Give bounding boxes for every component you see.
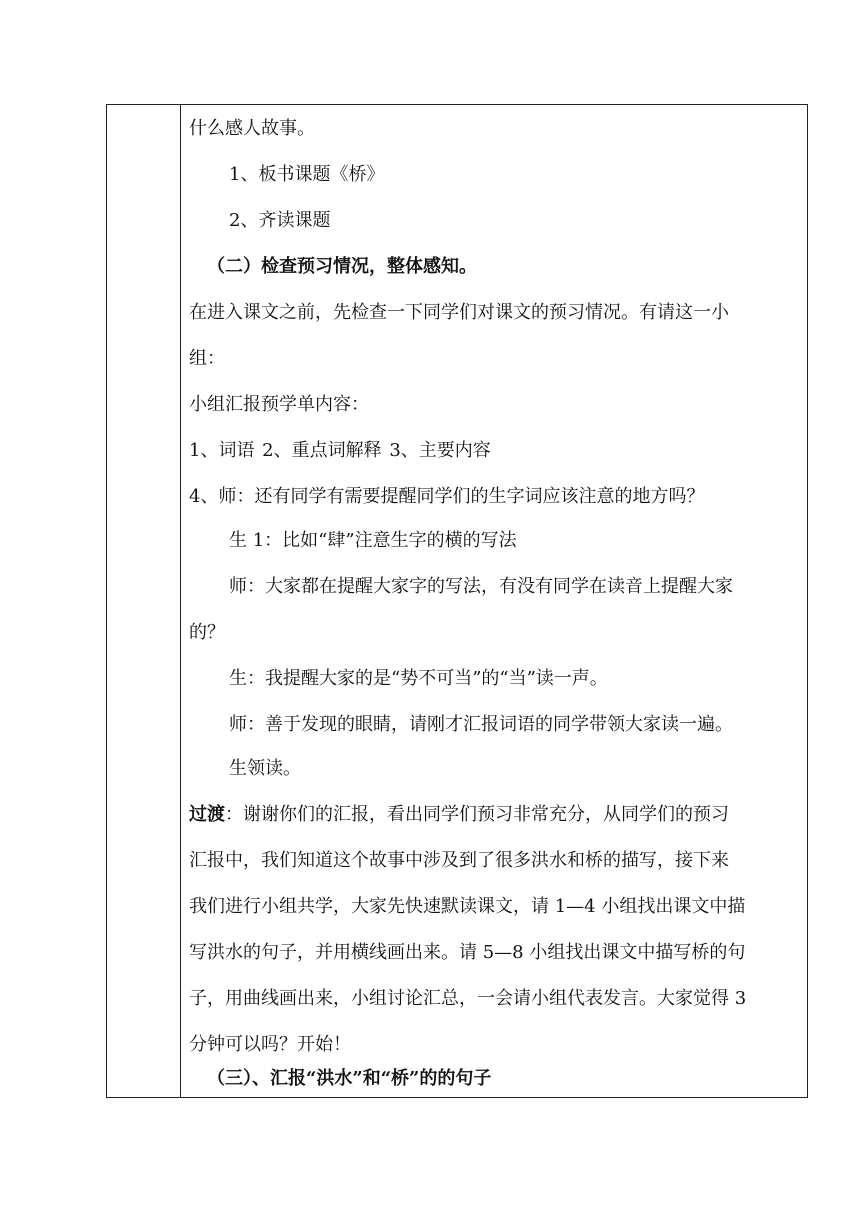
section-heading: （三）、汇报“洪水”和“桥”的的句子 [207, 1068, 492, 1089]
text-line: 生领读。 [229, 758, 301, 779]
text-line: 2、齐读课题 [229, 210, 331, 231]
text-line: 4、师：还有同学有需要提醒同学们的生字词应该注意的地方吗？ [189, 486, 705, 507]
text-line: 写洪水的句子，并用横线画出来。请 5—8 小组找出课文中描写桥的句 [189, 942, 746, 963]
text-line: 分钟可以吗？开始！ [189, 1034, 351, 1055]
lesson-table [106, 104, 808, 1098]
text-line: 1、词语 2、重点词解释 3、主要内容 [189, 440, 491, 461]
text-line: 师：善于发现的眼睛，请刚才汇报词语的同学带领大家读一遍。 [229, 714, 733, 735]
text-line: 我们进行小组共学，大家先快速默读课文，请 1—4 小组找出课文中描 [189, 896, 746, 917]
text-line: 小组汇报预学单内容： [189, 394, 369, 415]
transition-line [189, 803, 729, 827]
text-line: 组： [189, 348, 225, 369]
text-line: 生：我提醒大家的是“势不可当”的“当”读一声。 [229, 668, 608, 689]
text-line: 1、板书课题《桥》 [229, 164, 385, 185]
text-line: 在进入课文之前，先检查一下同学们对课文的预习情况。有请这一小 [189, 302, 729, 323]
section-heading: （二）检查预习情况，整体感知。 [207, 256, 477, 277]
text-line: 的？ [189, 622, 225, 643]
left-column-cell [107, 105, 181, 1097]
transition-label: 过渡 [189, 804, 225, 825]
text-line: 生 1：比如“肆”注意生字的横的写法 [229, 530, 517, 551]
text-line: 师：大家都在提醒大家字的写法，有没有同学在读音上提醒大家 [229, 576, 733, 597]
text-line: 什么感人故事。 [189, 118, 315, 139]
transition-text: ：谢谢你们的汇报，看出同学们预习非常充分，从同学们的预习 [225, 804, 729, 825]
text-line: 汇报中，我们知道这个故事中涉及到了很多洪水和桥的描写，接下来 [189, 850, 729, 871]
text-line: 子，用曲线画出来，小组讨论汇总，一会请小组代表发言。大家觉得 3 [189, 988, 747, 1009]
